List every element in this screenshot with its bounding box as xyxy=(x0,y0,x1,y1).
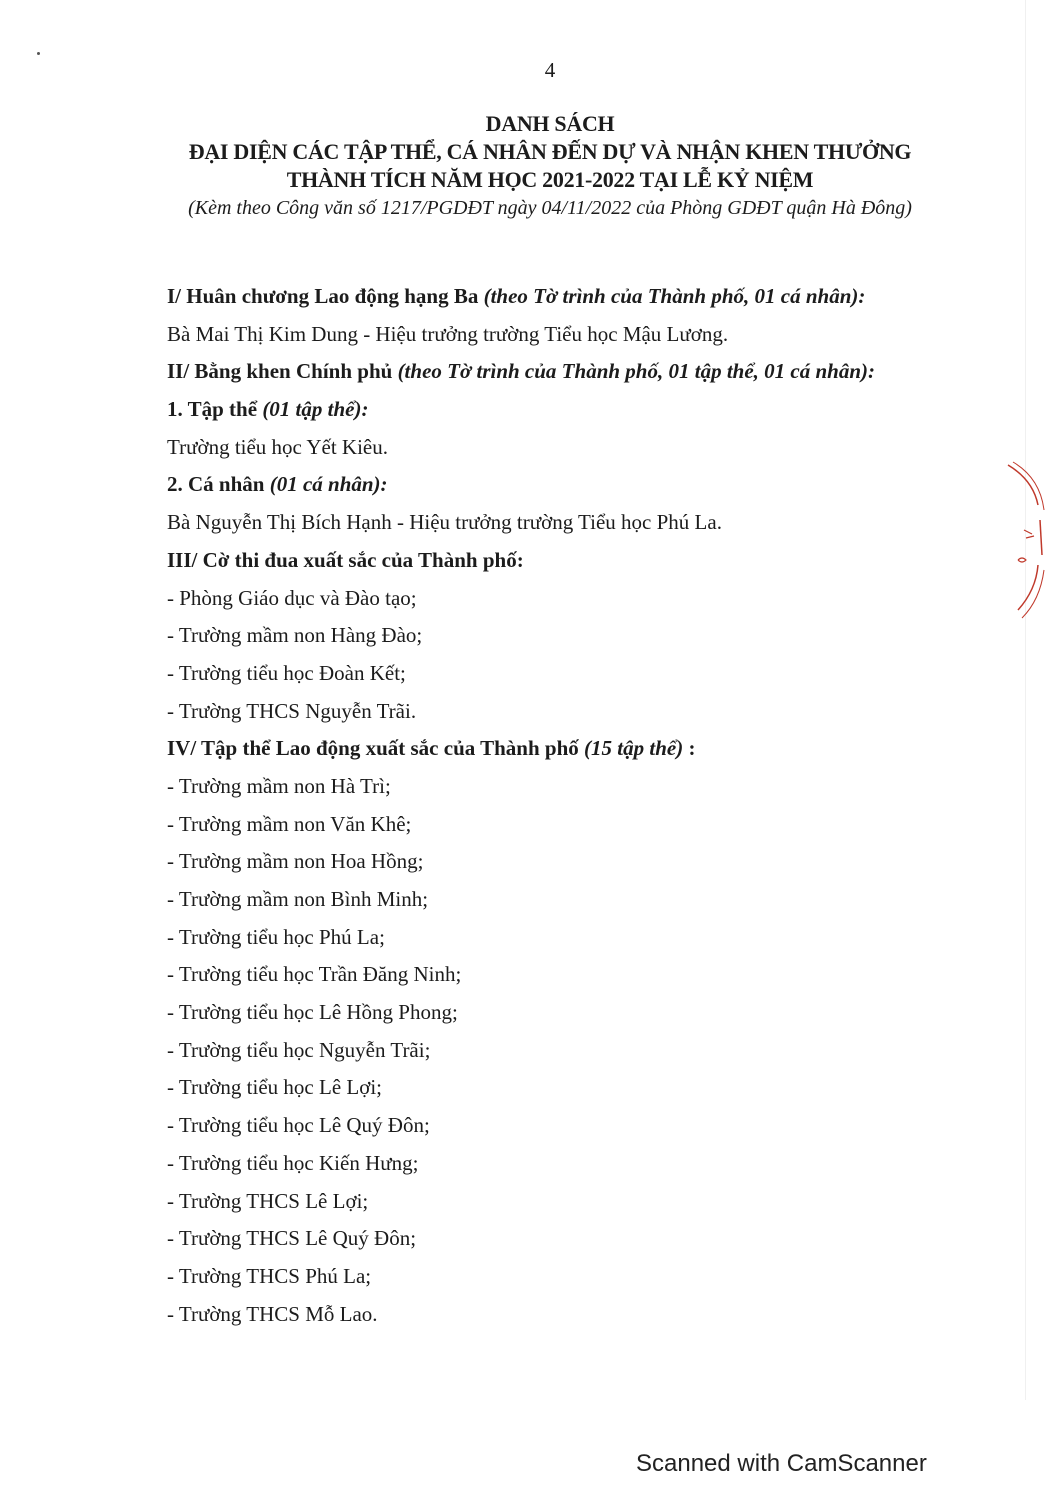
document-subtitle: (Kèm theo Công văn số 1217/PGDĐT ngày 04/11/2022 của Phòng GDĐT quận Hà Đông) xyxy=(188,197,912,219)
section-1-title: I/ Huân chương Lao động hạng Ba xyxy=(167,284,484,308)
list-item: - Trường tiểu học Phú La; xyxy=(167,924,385,949)
document-body xyxy=(167,278,947,1333)
section-1-note: (theo Tờ trình của Thành phố, 01 cá nhân): xyxy=(483,284,866,308)
page-number: 4 xyxy=(544,58,556,82)
list-item: - Trường THCS Mỗ Lao. xyxy=(167,1301,378,1326)
red-stamp-edge-icon xyxy=(988,460,1048,630)
section-4-note: (15 tập thể) xyxy=(584,736,684,761)
scanner-watermark: Scanned with CamScanner xyxy=(636,1450,927,1477)
section-2-note: (theo Tờ trình của Thành phố, 01 tập thể, 01 cá nhân): xyxy=(397,359,875,384)
list-item: Trường tiểu học Yết Kiêu. xyxy=(167,434,388,459)
section-2-sub-2-heading xyxy=(167,466,947,504)
section-3-heading: III/ Cờ thi đua xuất sắc của Thành phố: xyxy=(167,547,524,572)
list-item: - Trường mầm non Hàng Đào; xyxy=(167,623,423,648)
list-item: - Trường tiểu học Nguyễn Trãi; xyxy=(167,1037,431,1062)
list-item: - Trường tiểu học Trần Đăng Ninh; xyxy=(167,962,462,987)
section-1-heading xyxy=(167,278,947,316)
scan-speck xyxy=(37,52,40,55)
list-item: - Trường THCS Nguyễn Trãi. xyxy=(167,698,417,723)
section-2-title: II/ Bằng khen Chính phủ xyxy=(167,359,398,384)
list-item: - Trường mầm non Hoa Hồng; xyxy=(167,849,424,874)
title-line-2: ĐẠI DIỆN CÁC TẬP THỂ, CÁ NHÂN ĐẾN DỰ VÀ NHẬN KHEN THƯỞNG xyxy=(188,139,912,164)
list-item: Bà Mai Thị Kim Dung - Hiệu trưởng trường Tiểu học Mậu Lương. xyxy=(167,321,729,346)
section-2-sub-1-note: (01 tập thể): xyxy=(262,397,369,422)
title-line-1: DANH SÁCH xyxy=(485,111,615,136)
list-item: - Trường mầm non Văn Khê; xyxy=(167,811,412,836)
title-line-3: THÀNH TÍCH NĂM HỌC 2021-2022 TẠI LỄ KỶ NIỆM xyxy=(286,167,814,192)
list-item: - Trường tiểu học Lê Lợi; xyxy=(167,1075,382,1100)
list-item: - Trường mầm non Bình Minh; xyxy=(167,887,429,911)
section-4-title: IV/ Tập thể Lao động xuất sắc của Thành phố xyxy=(167,736,585,761)
section-4-heading xyxy=(167,730,947,768)
list-item: - Phòng Giáo dục và Đào tạo; xyxy=(167,585,417,610)
list-item: - Trường THCS Lê Lợi; xyxy=(167,1188,369,1213)
section-4-tail: : xyxy=(683,736,696,761)
section-2-sub-2-title: 2. Cá nhân xyxy=(167,472,270,497)
document-title-block xyxy=(0,110,1060,222)
list-item: - Trường mầm non Hà Trì; xyxy=(167,773,391,798)
list-item: - Trường tiểu học Lê Quý Đôn; xyxy=(167,1113,430,1138)
section-2-sub-1-heading xyxy=(167,391,947,429)
list-item: - Trường tiểu học Lê Hồng Phong; xyxy=(167,1000,458,1025)
section-2-sub-2-note: (01 cá nhân): xyxy=(269,472,388,497)
list-item: - Trường tiểu học Đoàn Kết; xyxy=(167,660,406,685)
section-2-sub-1-title: 1. Tập thể xyxy=(167,397,263,422)
list-item: - Trường THCS Phú La; xyxy=(167,1263,372,1288)
list-item: Bà Nguyễn Thị Bích Hạnh - Hiệu trưởng trường Tiểu học Phú La. xyxy=(167,510,722,535)
list-item: - Trường tiểu học Kiến Hưng; xyxy=(167,1150,419,1175)
section-2-heading xyxy=(167,353,947,391)
list-item: - Trường THCS Lê Quý Đôn; xyxy=(167,1226,417,1251)
